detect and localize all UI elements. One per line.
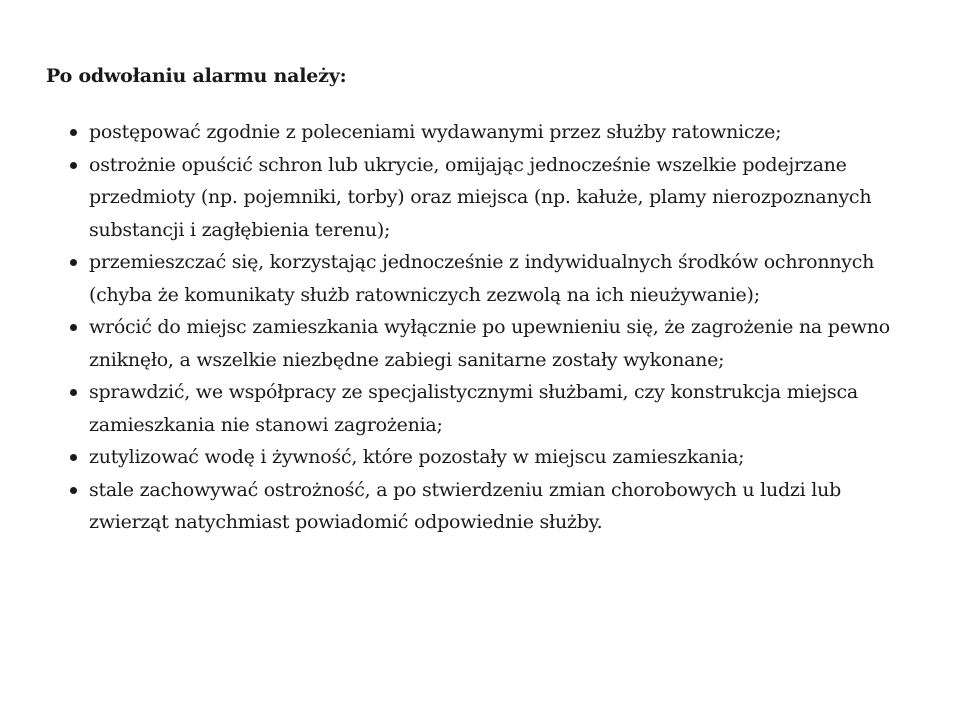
list-item <box>46 441 926 474</box>
list-item-text: stale zachowywać ostrożność, a po stwierdzeniu zmian chorobowych u ludzi lub zwierząt natychmiast powiadomić odpowiednie służby. <box>89 478 841 533</box>
instructions-list <box>46 116 926 539</box>
list-item-text: wrócić do miejsc zamieszkania wyłącznie po upewnieniu się, że zagrożenie na pewno zniknęło, a wszelkie niezbędne zabiegi sanitarne zostały wykonane; <box>89 316 890 371</box>
list-item <box>46 149 926 247</box>
bullet-icon <box>70 129 77 136</box>
list-item <box>46 474 926 539</box>
bullet-icon <box>70 324 77 331</box>
bullet-icon <box>70 389 77 396</box>
list-item-text: zutylizować wodę i żywność, które pozostały w miejscu zamieszkania; <box>89 446 745 468</box>
bullet-icon <box>70 487 77 494</box>
section-heading: Po odwołaniu alarmu należy: <box>46 65 347 87</box>
list-item-text: postępować zgodnie z poleceniami wydawanymi przez służby ratownicze; <box>89 121 782 143</box>
bullet-icon <box>70 454 77 461</box>
list-item-text: sprawdzić, we współpracy ze specjalistycznymi służbami, czy konstrukcja miejsca zamieszkania nie stanowi zagrożenia; <box>89 381 858 436</box>
bullet-icon <box>70 162 77 169</box>
list-item <box>46 376 926 441</box>
document-body <box>46 60 926 539</box>
list-item <box>46 246 926 311</box>
list-item-text: przemieszczać się, korzystając jednocześnie z indywidualnych środków ochronnych (chyba że komunikaty służb ratowniczych zezwolą na ich nieużywanie); <box>89 251 875 306</box>
bullet-icon <box>70 259 77 266</box>
list-item <box>46 311 926 376</box>
list-item-text: ostrożnie opuścić schron lub ukrycie, omijając jednocześnie wszelkie podejrzane przedmioty (np. pojemniki, torby) oraz miejsca (np. kałuże, plamy nierozpoznanych substancji i zagłębienia terenu); <box>89 153 872 241</box>
list-item <box>46 116 926 149</box>
